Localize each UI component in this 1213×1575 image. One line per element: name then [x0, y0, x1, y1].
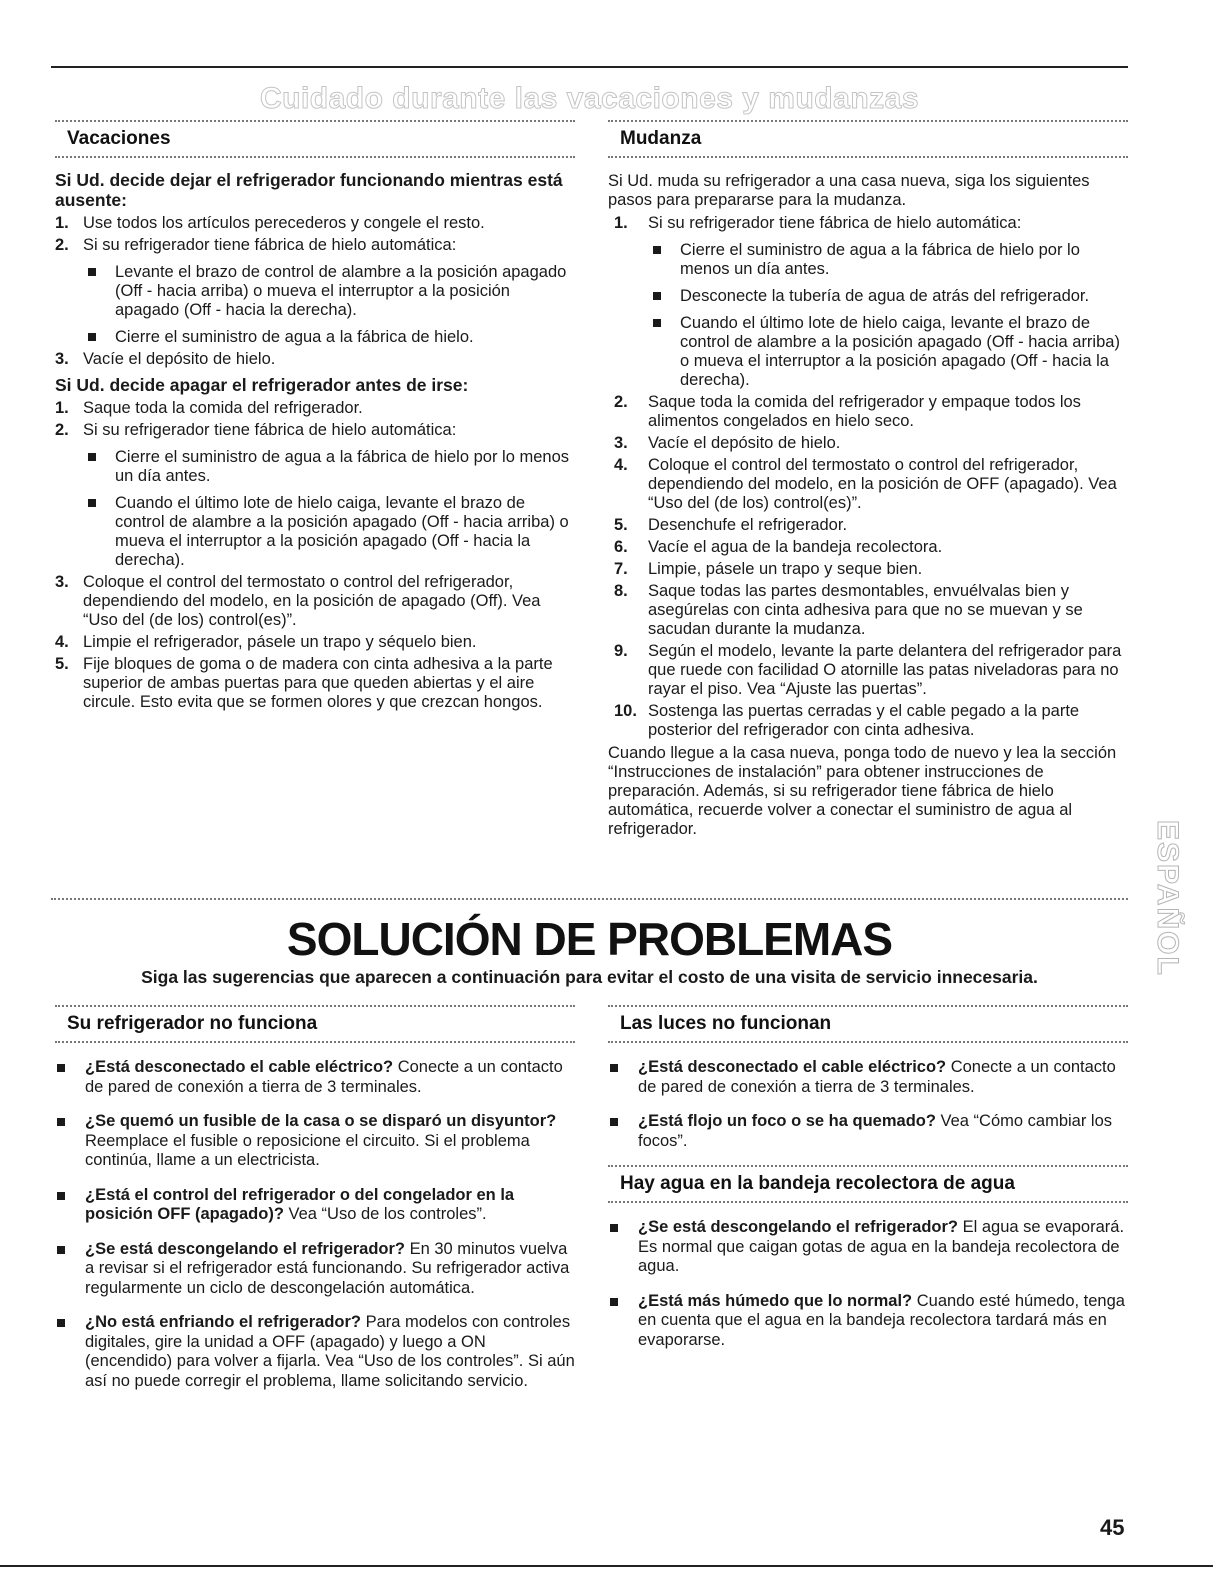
troubleshooting-intro: Siga las sugerencias que aparecen a continuación para evitar el costo de una visita de servicio innecesaria.	[141, 967, 1038, 987]
vacaciones-heading: Vacaciones	[67, 128, 171, 149]
list-item: 5. Fije bloques de goma o de madera con cinta adhesiva a la parte superior de ambas puertas para que queden abiertas y el aire circule. Esto evita que se formen olores y que crezcan hongos.	[55, 655, 553, 711]
list-item: 9. Según el modelo, levante la parte delantera del refrigerador para que ruede con facilidad O atornille las patas niveladoras para no rayar el piso. Vea “Ajuste las puertas”.	[614, 642, 1122, 698]
list-item: 1. Use todos los artículos perecederos y congele el resto.	[55, 214, 485, 232]
square-bullet-icon	[610, 1224, 618, 1232]
list-item: 10. Sostenga las puertas cerradas y el cable pegado a la parte posterior del refrigerador con cinta adhesiva.	[614, 702, 1080, 739]
mudanza-section	[608, 120, 1128, 839]
list-item: 7. Limpie, pásele un trapo y seque bien.	[614, 560, 923, 578]
bullet-item: ¿Está desconectado el cable eléctrico? Conecte a un contacto de pared de conexión a tierra de 3 terminales.	[55, 1058, 575, 1097]
bullet-item: Levante el brazo de control de alambre a la posición apagado (Off - hacia arriba) o mueva el interruptor a la posición apagado (Off - hacia la derecha).	[83, 263, 575, 320]
bullet-item: ¿Está flojo un foco o se ha quemado? Vea “Cómo cambiar los focos”.	[608, 1112, 1128, 1151]
square-bullet-icon	[653, 292, 661, 300]
square-bullet-icon	[88, 499, 96, 507]
troubleshooting-title: SOLUCIÓN DE PROBLEMAS	[286, 913, 893, 965]
vacaciones-list-1	[55, 214, 575, 369]
square-bullet-icon	[653, 319, 661, 327]
vacaciones-subheading-2: Si Ud. decide apagar el refrigerador antes de irse:	[55, 375, 469, 395]
bullet-item: Cierre el suministro de agua a la fábrica de hielo por lo menos un día antes.	[83, 448, 575, 486]
list-item: 8. Saque todas las partes desmontables, envuélvalas bien y asegúrelas con cinta adhesiva para que no se muevan y se sacudan durante la mudanza.	[614, 582, 1083, 638]
agua-heading: Hay agua en la bandeja recolectora de agua	[620, 1173, 1015, 1194]
list-item: 2. Si su refrigerador tiene fábrica de hielo automática: Levante el brazo de control de alambre a la posición apagado (Off - hacia arriba) o mueva el interruptor a la posición apagado (Off - hacia la derecha). Cierre el suministro de agua a la fábrica de hielo.	[55, 236, 575, 347]
list-item: 1. Saque toda la comida del refrigerador.	[55, 399, 363, 417]
square-bullet-icon	[610, 1064, 618, 1072]
bullet-item: Cuando el último lote de hielo caiga, levante el brazo de control de alambre a la posición apagado (Off - hacia arriba) o mueva el interruptor a la posición apagado (Off - hacia la derecha).	[83, 494, 575, 570]
luces-section	[608, 1005, 1128, 1151]
vacaciones-list-2	[55, 399, 575, 712]
luces-list	[608, 1058, 1128, 1151]
square-bullet-icon	[57, 1246, 65, 1254]
page-title: Cuidado durante las vacaciones y mudanzas	[259, 82, 920, 115]
square-bullet-icon	[610, 1118, 618, 1126]
language-side-tab: ESPAÑOL	[1151, 820, 1184, 977]
mudanza-heading: Mudanza	[620, 128, 702, 149]
divider-rule	[51, 898, 1128, 900]
bullet-item: ¿Se quemó un fusible de la casa o se disparó un disyuntor? Reemplace el fusible o reposicione el circuito. Si el problema continúa, llame a un electricista.	[55, 1112, 575, 1171]
list-item: 5. Desenchufe el refrigerador.	[614, 516, 848, 534]
luces-heading: Las luces no funcionan	[620, 1013, 832, 1034]
bullet-item: ¿Se está descongelando el refrigerador? En 30 minutos vuelva a revisar si el refrigerador está funcionando. Su refrigerador activa regularmente un ciclo de descongelación automática.	[55, 1240, 575, 1299]
list-item: 4. Coloque el control del termostato o control del refrigerador, dependiendo del modelo, en la posición de OFF (apagado). Vea “Uso del (de los) control(es)”.	[614, 456, 1117, 512]
bullet-item: ¿Se está descongelando el refrigerador? El agua se evaporará. Es normal que caigan gotas de agua en la bandeja recolectora de agua.	[608, 1218, 1128, 1277]
page-number: 45	[1100, 1515, 1125, 1540]
no-funciona-list	[55, 1058, 575, 1391]
bullet-item: Cierre el suministro de agua a la fábrica de hielo.	[83, 328, 575, 347]
agua-list	[608, 1218, 1128, 1350]
bullet-item: Desconecte la tubería de agua de atrás del refrigerador.	[648, 287, 1128, 306]
list-item: 6. Vacíe el agua de la bandeja recolectora.	[614, 538, 943, 556]
bullet-list	[83, 448, 575, 570]
mudanza-closing: Cuando llegue a la casa nueva, ponga todo de nuevo y lea la sección “Instrucciones de instalación” para obtener instrucciones de preparación. Además, si su refrigerador tiene fábrica de hielo automática, recuerde volver a conectar el suministro de agua al refrigerador.	[608, 744, 1117, 838]
bullet-item: Cierre el suministro de agua a la fábrica de hielo por lo menos un día antes.	[648, 241, 1128, 279]
bullet-item: ¿No está enfriando el refrigerador? Para modelos con controles digitales, gire la unidad a OFF (apagado) y luego a ON (encendido) para volver a fijarla. Vea “Uso de los controles”. Si aún así no puede corregir el problema, llame solicitando servicio.	[55, 1313, 575, 1391]
list-item: 3. Vacíe el depósito de hielo.	[614, 434, 841, 452]
square-bullet-icon	[610, 1298, 618, 1306]
section-rule	[608, 1201, 1128, 1203]
list-item: 1. Si su refrigerador tiene fábrica de hielo automática: Cierre el suministro de agua a la fábrica de hielo por lo menos un día antes. Desconecte la tubería de agua de atrás del refrigerador. Cuando el último lote de hielo caiga, levante el brazo de control de alambre a la posición apagado (Off - hacia arriba) o mueva el interruptor a la posición apagado (Off - hacia la derecha).	[614, 214, 1128, 390]
section-rule	[608, 156, 1128, 158]
square-bullet-icon	[88, 453, 96, 461]
list-item: 4. Limpie el refrigerador, pásele un trapo y séquelo bien.	[55, 633, 477, 651]
bullet-item: ¿Está más húmedo que lo normal? Cuando esté húmedo, tenga en cuenta que el agua en la bandeja recolectora tardará más en evaporarse.	[608, 1292, 1128, 1351]
list-item: 2. Si su refrigerador tiene fábrica de hielo automática: Cierre el suministro de agua a la fábrica de hielo por lo menos un día antes. Cuando el último lote de hielo caiga, levante el brazo de control de alambre a la posición apagado (Off - hacia arriba) o mueva el interruptor a la posición apagado (Off - hacia la derecha).	[55, 421, 575, 570]
top-rule	[51, 66, 1128, 68]
list-item: 2. Saque toda la comida del refrigerador y empaque todos los alimentos congelados en hielo seco.	[614, 393, 1081, 430]
bullet-list	[648, 241, 1128, 390]
square-bullet-icon	[88, 268, 96, 276]
bullet-list	[83, 263, 575, 347]
agua-section	[608, 1165, 1128, 1350]
list-item: 3. Vacíe el depósito de hielo.	[55, 350, 276, 368]
bottom-rule	[0, 1565, 1213, 1567]
bullet-item: ¿Está el control del refrigerador o del congelador en la posición OFF (apagado)? Vea “Uso de los controles”.	[55, 1186, 575, 1225]
square-bullet-icon	[57, 1118, 65, 1126]
no-funciona-heading: Su refrigerador no funciona	[67, 1013, 318, 1034]
section-rule	[55, 1041, 575, 1043]
square-bullet-icon	[57, 1319, 65, 1327]
square-bullet-icon	[88, 333, 96, 341]
vacaciones-section	[55, 120, 575, 712]
mudanza-list	[614, 214, 1128, 740]
square-bullet-icon	[57, 1192, 65, 1200]
no-funciona-section	[55, 1005, 575, 1391]
section-rule	[55, 156, 575, 158]
bullet-item: Cuando el último lote de hielo caiga, levante el brazo de control de alambre a la posición apagado (Off - hacia arriba) o mueva el interruptor a la posición apagado (Off - hacia la derecha).	[648, 314, 1128, 390]
mudanza-intro: Si Ud. muda su refrigerador a una casa nueva, siga los siguientes pasos para prepararse para la mudanza.	[608, 172, 1090, 209]
vacaciones-subheading-1: Si Ud. decide dejar el refrigerador funcionando mientras está ausente:	[55, 170, 563, 210]
square-bullet-icon	[57, 1064, 65, 1072]
list-item: 3. Coloque el control del termostato o control del refrigerador, dependiendo del modelo, en la posición de apagado (Off). Vea “Uso del (de los) control(es)”.	[55, 573, 541, 629]
square-bullet-icon	[653, 246, 661, 254]
section-rule	[608, 1041, 1128, 1043]
bullet-item: ¿Está desconectado el cable eléctrico? Conecte a un contacto de pared de conexión a tierra de 3 terminales.	[608, 1058, 1128, 1097]
